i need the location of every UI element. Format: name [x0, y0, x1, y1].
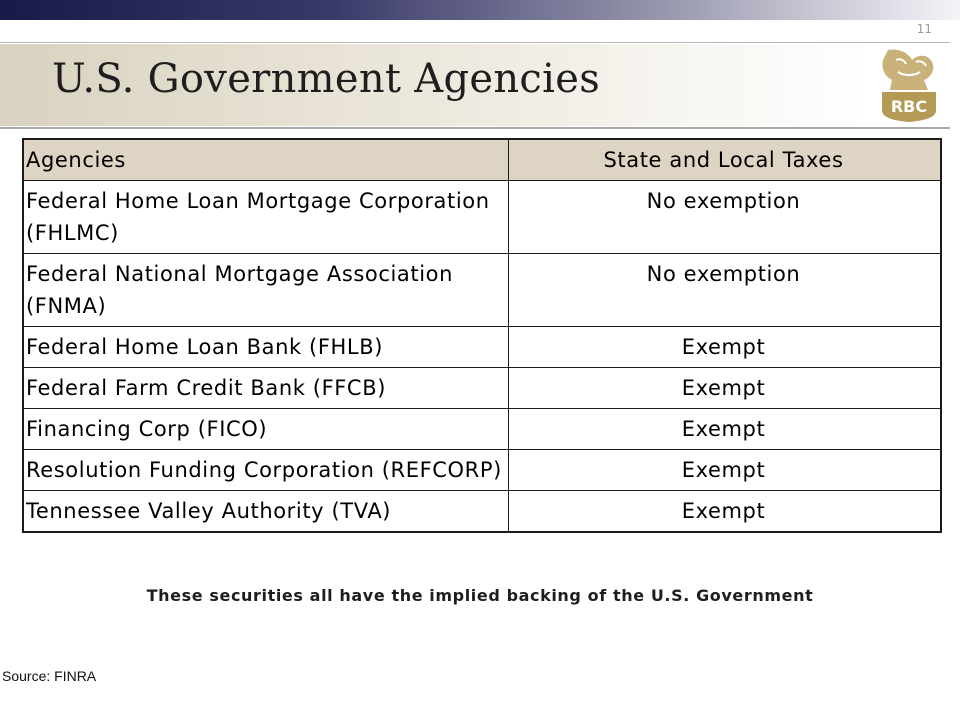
- tax-status-cell: Exempt: [509, 368, 942, 409]
- page-title: U.S. Government Agencies: [52, 56, 601, 102]
- table-row: [23, 327, 941, 368]
- slide-number: 11: [916, 22, 932, 36]
- table-row: [23, 181, 941, 254]
- agency-cell: Federal National Mortgage Association (FNMA): [23, 254, 509, 327]
- agency-cell: Federal Home Loan Mortgage Corporation (FHLMC): [23, 181, 509, 254]
- tax-status-cell: Exempt: [509, 450, 942, 491]
- top-divider: [0, 42, 950, 43]
- title-divider: [0, 127, 950, 129]
- rbc-logo-icon: [878, 46, 940, 122]
- top-gradient-strip: [0, 0, 960, 20]
- agency-cell: Tennessee Valley Authority (TVA): [23, 491, 509, 533]
- agencies-table: [22, 138, 942, 533]
- agency-cell: Federal Farm Credit Bank (FFCB): [23, 368, 509, 409]
- table-row: [23, 368, 941, 409]
- tax-status-cell: Exempt: [509, 409, 942, 450]
- column-header-agencies: Agencies: [23, 139, 509, 181]
- source-note: Source: FINRA: [2, 668, 97, 684]
- table-row: [23, 450, 941, 491]
- table-row: [23, 409, 941, 450]
- table-caption: These securities all have the implied backing of the U.S. Government: [146, 586, 814, 605]
- table-row: [23, 254, 941, 327]
- table-row: [23, 491, 941, 533]
- tax-status-cell: Exempt: [509, 327, 942, 368]
- agency-cell: Resolution Funding Corporation (REFCORP): [23, 450, 509, 491]
- agency-cell: Federal Home Loan Bank (FHLB): [23, 327, 509, 368]
- logo-text: RBC: [890, 97, 928, 116]
- agency-cell: Financing Corp (FICO): [23, 409, 509, 450]
- tax-status-cell: Exempt: [509, 491, 942, 533]
- tax-status-cell: No exemption: [509, 181, 942, 254]
- column-header-taxes: State and Local Taxes: [509, 139, 942, 181]
- table-header-row: [23, 139, 941, 181]
- tax-status-cell: No exemption: [509, 254, 942, 327]
